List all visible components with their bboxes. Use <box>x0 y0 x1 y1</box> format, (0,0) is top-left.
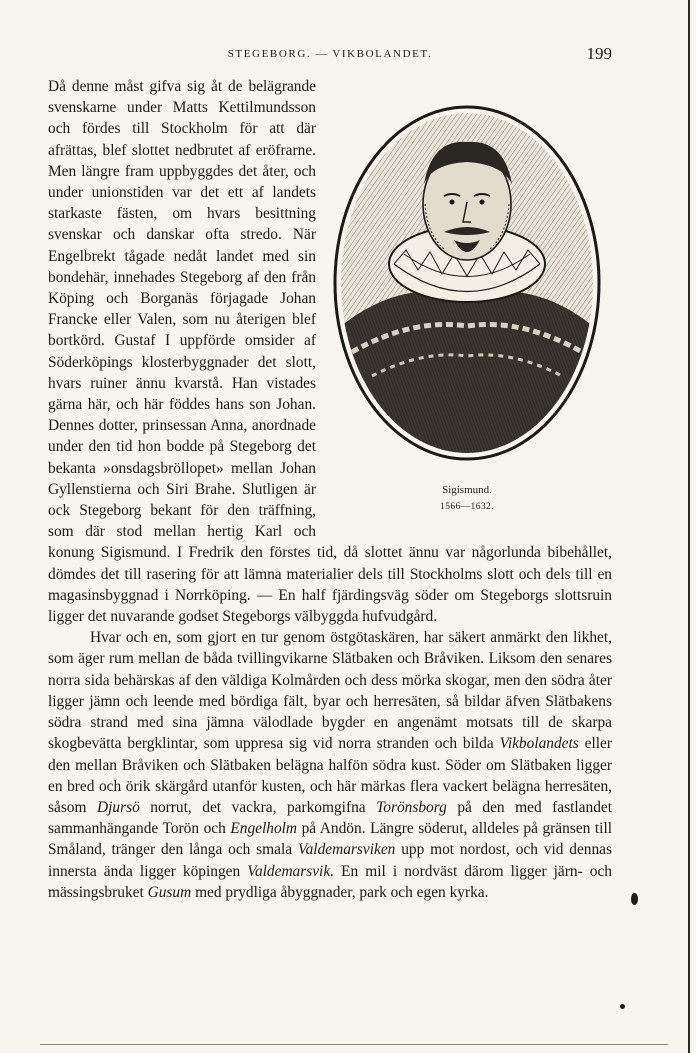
text-run: på den med fastlandet sammanhängande Torön och <box>48 798 612 838</box>
figure-caption <box>322 482 612 516</box>
paragraph-stegeborg-history: Då denne måst gifva sig åt de belägrande svenskarne under Matts Kettilmundsson och fördes till Stockholm för att där afrättas, blef slottet nedbrutet af eröfrarne. Men längre fram uppbyggdes det åter, och under unionstiden var det ett af landets starkaste fästen, om hvars besittning svenskar och danskar ofta stredo. När Engelbrekt tågade nedåt landet med sin bondehär, innehades Stegeborg af den från Köping och Borganäs förjagade Johan Francke eller Valen, som nu återigen blef bortkörd. Gustaf I uppförde omsider af Söderköpings klosterbyggnader det slott, hvars ruiner ännu kvarstå. Han vistades gärna här, och här föddes hans son Johan. Dennes dotter, prinsessan Anna, anordnade under den tid hon bodde på Stegeborg det bekanta »onsdagsbröllopet» mellan Johan Gyllenstierna och Siri Brahe. Slutligen är ock Stegeborg bekant för den träffning, som där stod mellan hertig Karl och konung Sigismund. I Fredrik den förstes tid, då slottet ännu var någorlunda bibehållet, dömdes det till rasering för att lämna materialier dels till Stockholms slott och dels till en magasinsbyggnad i Norrköping. — En half fjärdingsväg söder om Stegeborgs slottsruin ligger det nuvarande godset Stegeborgs välbyggda hufvudgård. <box>48 78 612 626</box>
ink-spot <box>620 1004 625 1009</box>
place-name: Vikbolandets <box>499 735 579 753</box>
text-run: med prydliga åbyggnader, park och egen kyrka. <box>191 883 489 901</box>
place-name: Torönsborg <box>376 798 447 816</box>
place-name: Valdemarsvik. <box>247 862 335 880</box>
place-name: Gusum <box>147 883 192 901</box>
bottom-rule <box>40 1044 668 1045</box>
text-run: En mil i nordväst därom ligger järn- och mässingsbruket <box>48 862 612 901</box>
text-run: eller den mellan Bråviken och Slätbaken belägna halfön södra kust. Söder om Slätbaken ligger en bred och örik skärgård utanför kusten, och här märkas flera vackert belägna herresäten, såsom <box>48 735 613 816</box>
caption-years: 1566—1632. <box>440 502 494 512</box>
portrait-figure <box>322 76 612 532</box>
page-header <box>48 44 612 66</box>
page-number: 199 <box>586 44 612 63</box>
portrait-engraving-icon <box>332 104 602 462</box>
text-run: på Andön. Längre söderut, alldeles på gränsen till Småland, tränger den långa och smala <box>48 820 612 859</box>
caption-name: Sigismund. <box>442 484 492 496</box>
place-name: Valdemarsviken <box>297 841 396 859</box>
body-text <box>48 76 612 903</box>
page-edge-line <box>688 0 690 1053</box>
running-head: STEGEBORG. — VIKBOLANDET. <box>227 48 433 60</box>
text-run: norrut, det vackra, parkomgifna <box>139 798 377 816</box>
place-name: Djursö <box>97 798 140 816</box>
text-run: Hvar och en, som gjort en tur genom östgötaskären, har säkert anmärkt den likhet, som äger rum mellan de båda tvillingvikarne Slätbaken och Bråviken. Liksom den senares norra sida behärskas af den väldiga Kolmården och dess mörka skogar, men den södra åter ligger jämn och leende med bördiga fält, byar och herresäten, så bildar äfven Slätbakens södra strand med sina jämna välodlade bygder en angenämt motsats till de skarpa skogbevätta bergklintar, som uppresa sig vid norra stranden och bilda <box>48 629 612 753</box>
paragraph-vikbolandet <box>48 627 612 903</box>
text-run: upp mot nordost, och vid dennas innersta ända ligger köpingen <box>48 841 613 880</box>
ink-spot <box>631 893 638 905</box>
place-name: Engelholm <box>230 820 298 838</box>
